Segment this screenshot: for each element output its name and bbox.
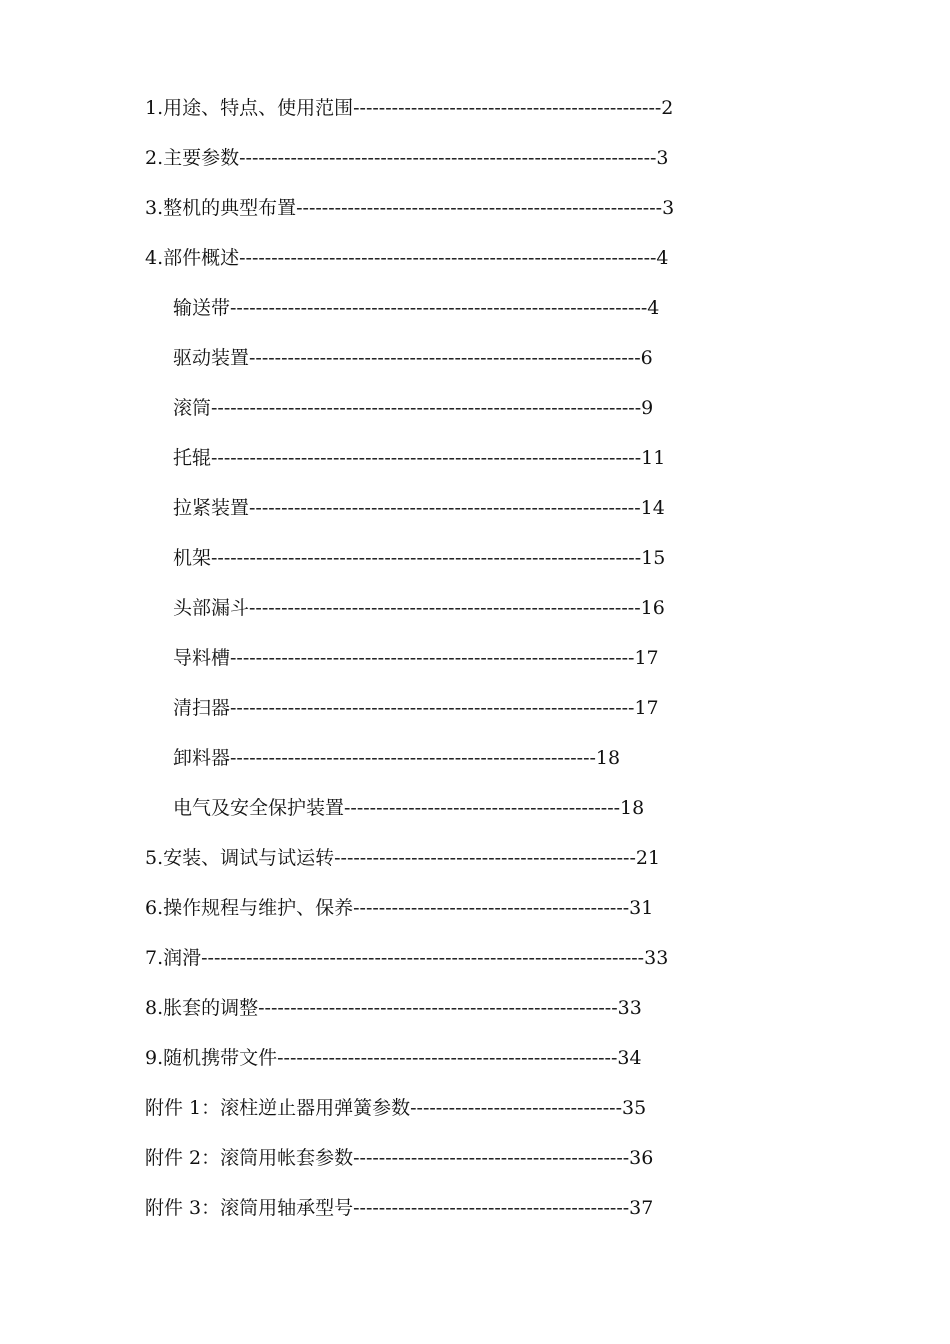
toc-subentry-frame: 机架-------------------------------------------------------------------15 bbox=[173, 547, 666, 569]
toc-subentry-unloader: 卸料器---------------------------------------------------------18 bbox=[173, 747, 621, 769]
toc-entry-3: 3.整机的典型布置---------------------------------------------------------3 bbox=[145, 197, 675, 219]
toc-appendix-3: 附件 3：滚筒用轴承型号-------------------------------------------37 bbox=[145, 1197, 654, 1219]
toc-subentry-cleaner: 清扫器---------------------------------------------------------------17 bbox=[173, 697, 659, 719]
toc-entry-5: 5.安装、调试与试运转-----------------------------------------------21 bbox=[145, 847, 661, 869]
toc-subentry-skirt-board: 导料槽---------------------------------------------------------------17 bbox=[173, 647, 659, 669]
toc-appendix-2: 附件 2：滚筒用帐套参数-------------------------------------------36 bbox=[145, 1147, 654, 1169]
toc-subentry-electrical-safety: 电气及安全保护装置-------------------------------------------18 bbox=[173, 797, 645, 819]
toc-entry-7: 7.润滑---------------------------------------------------------------------33 bbox=[145, 947, 669, 969]
toc-entry-2: 2.主要参数-----------------------------------------------------------------3 bbox=[145, 147, 669, 169]
toc-subentry-drive-unit: 驱动装置-------------------------------------------------------------6 bbox=[173, 347, 653, 369]
toc-appendix-1: 附件 1：滚柱逆止器用弹簧参数---------------------------------35 bbox=[145, 1097, 647, 1119]
toc-subentry-conveyor-belt: 输送带-----------------------------------------------------------------4 bbox=[173, 297, 660, 319]
toc-entry-8: 8.胀套的调整--------------------------------------------------------33 bbox=[145, 997, 642, 1019]
toc-subentry-head-chute: 头部漏斗-------------------------------------------------------------16 bbox=[173, 597, 665, 619]
toc-subentry-drum: 滚筒-------------------------------------------------------------------9 bbox=[173, 397, 654, 419]
toc-entry-4: 4.部件概述-----------------------------------------------------------------4 bbox=[145, 247, 669, 269]
toc-entry-1: 1.用途、特点、使用范围------------------------------------------------2 bbox=[145, 97, 674, 119]
toc-entry-6: 6.操作规程与维护、保养-------------------------------------------31 bbox=[145, 897, 654, 919]
toc-subentry-idler: 托辊-------------------------------------------------------------------11 bbox=[173, 447, 666, 469]
toc-entry-9: 9.随机携带文件-----------------------------------------------------34 bbox=[145, 1047, 642, 1069]
toc-subentry-take-up: 拉紧装置-------------------------------------------------------------14 bbox=[173, 497, 665, 519]
